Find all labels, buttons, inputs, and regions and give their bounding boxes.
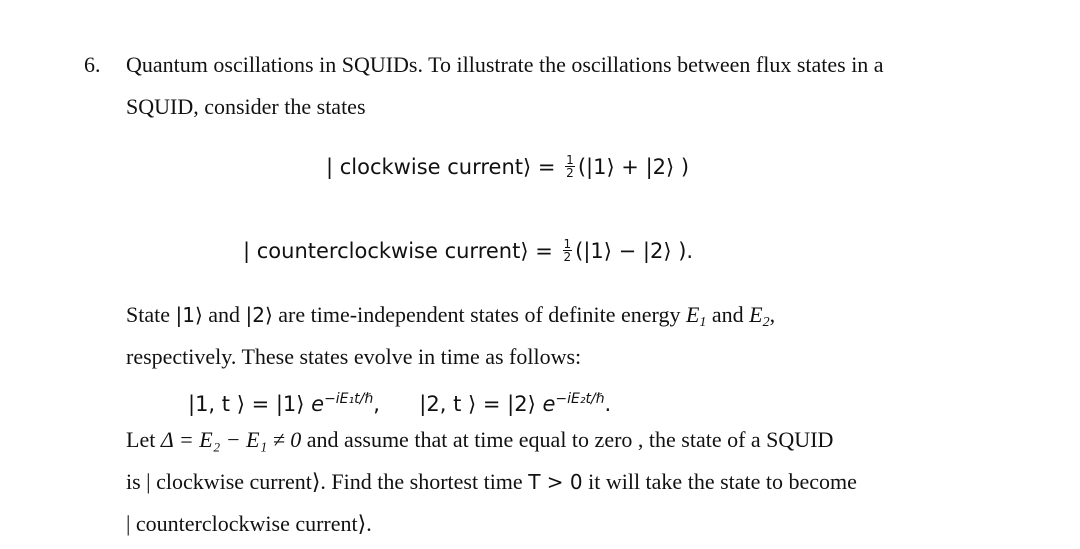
counterclockwise-ket: | counterclockwise current⟩ xyxy=(243,239,529,263)
comma: , xyxy=(769,302,776,327)
one-half-fraction xyxy=(565,154,575,179)
intro-line-1 xyxy=(126,52,884,78)
exponential-e2: e xyxy=(542,392,556,416)
let-word: Let xyxy=(126,427,156,452)
and-word: and xyxy=(208,302,241,327)
evolution-period: . xyxy=(604,392,612,416)
ket-one: |1⟩ xyxy=(175,303,203,327)
clockwise-ket: | clockwise current⟩ xyxy=(326,155,532,179)
fraction-numerator: 1 xyxy=(563,236,572,251)
ket-two: |2⟩ xyxy=(245,303,273,327)
clockwise-superposition: (|1⟩ + |2⟩ ) xyxy=(577,155,690,179)
fraction-denominator: 2 xyxy=(563,249,572,264)
exponent-one: −iE₁t/ℏ xyxy=(324,391,374,407)
one-half-fraction xyxy=(563,238,573,263)
evolution-ket-two: |2, t ⟩ = |2⟩ xyxy=(419,392,543,416)
energy-e1 xyxy=(685,302,707,330)
exponential-e1: e xyxy=(311,392,325,416)
subscript-one: 1 xyxy=(699,315,707,330)
question-line-1 xyxy=(126,427,833,453)
state-line-1 xyxy=(126,302,775,336)
and-word-2: and xyxy=(711,302,744,327)
question-text-2b: it will take the state to become xyxy=(588,469,857,494)
energy-symbol: E xyxy=(749,302,763,327)
fraction-numerator: 1 xyxy=(566,152,574,167)
problem-title: Quantum oscillations in SQUIDs. xyxy=(126,52,423,77)
equals-sign: = xyxy=(535,239,553,263)
intro-text: To illustrate the oscillations between flux states in a xyxy=(428,52,884,77)
subscript-two: 2 xyxy=(762,315,770,330)
time-condition: T > 0 xyxy=(528,470,583,494)
state-word: State xyxy=(126,302,170,327)
state-line-2: respectively. These states evolve in time as follows: xyxy=(126,344,582,369)
delta-definition: Δ = E₂ − E₁ ≠ 0 xyxy=(160,427,302,452)
equals-sign: = xyxy=(537,155,556,179)
energy-symbol: E xyxy=(685,302,700,327)
evolution-comma: , xyxy=(373,392,380,416)
question-text-2a: is | clockwise current⟩. Find the shortest time xyxy=(126,469,523,494)
fraction-denominator: 2 xyxy=(566,165,574,180)
energy-e2 xyxy=(749,302,770,330)
question-text-1: and assume that at time equal to zero , the state of a SQUID xyxy=(306,427,834,452)
counterclockwise-superposition: (|1⟩ − |2⟩ ). xyxy=(575,239,694,263)
intro-line-2: SQUID, consider the states xyxy=(126,94,366,119)
clockwise-equation xyxy=(326,154,689,181)
evolution-ket-one: |1, t ⟩ = |1⟩ xyxy=(188,392,312,416)
exponent-two: −iE₂t/ℏ xyxy=(555,391,605,407)
question-line-2 xyxy=(126,469,857,495)
state-description: are time-independent states of definite energy xyxy=(278,302,681,327)
counterclockwise-equation xyxy=(243,238,693,265)
evolution-equations xyxy=(188,386,611,417)
problem-number: 6. xyxy=(84,52,101,77)
question-line-3: | counterclockwise current⟩. xyxy=(126,511,372,536)
